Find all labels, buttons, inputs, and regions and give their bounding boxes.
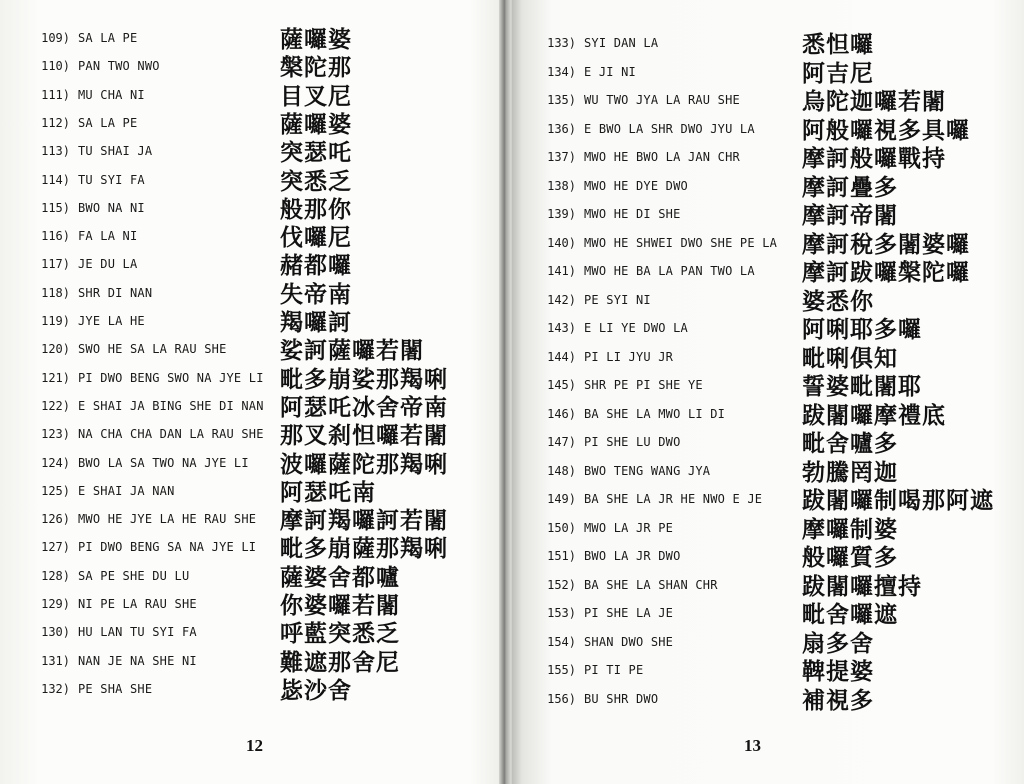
- line-number: 128): [41, 568, 70, 583]
- line-number: 134): [547, 64, 576, 79]
- romanized-text: HU LAN TU SYI FA: [78, 625, 197, 640]
- romanized-text: E BWO LA SHR DWO JYU LA: [584, 121, 755, 136]
- chinese-text: 毗多崩娑那羯唎: [280, 365, 448, 393]
- mantra-line: [28, 618, 498, 646]
- mantra-line: [28, 675, 498, 703]
- chinese-text: 失帝南: [280, 280, 352, 308]
- mantra-line: [28, 590, 498, 618]
- mantra-line: [534, 571, 1014, 599]
- line-number: 121): [41, 370, 70, 385]
- line-number: 122): [41, 398, 70, 413]
- line-number: 148): [547, 463, 576, 478]
- chinese-text: 薩囉婆: [280, 110, 352, 138]
- romanized-text: SA LA PE: [78, 31, 138, 45]
- chinese-text: 摩囉制婆: [802, 515, 898, 543]
- romanized-text: MWO HE BWO LA JAN CHR: [584, 150, 740, 164]
- chinese-text: 扇多舍: [802, 629, 874, 657]
- mantra-line: [534, 86, 1014, 114]
- romanized-text: BWO LA JR DWO: [584, 549, 681, 563]
- mantra-line: [534, 628, 1014, 656]
- line-number: 145): [547, 378, 576, 392]
- romanized-text: TU SHAI JA: [78, 144, 153, 159]
- line-number: 140): [547, 235, 576, 250]
- mantra-line: [534, 656, 1014, 684]
- chinese-text: 毗多崩薩那羯唎: [280, 535, 448, 563]
- line-number: 115): [41, 200, 70, 215]
- line-number: 127): [41, 540, 70, 555]
- romanized-text: PE SYI NI: [584, 292, 651, 307]
- chinese-text: 目叉尼: [280, 82, 352, 110]
- romanized-text: PI SHE LU DWO: [584, 435, 681, 449]
- line-number: 109): [41, 31, 70, 45]
- line-number: 124): [41, 455, 70, 470]
- line-number: 154): [547, 634, 576, 649]
- romanized-text: WU TWO JYA LA RAU SHE: [584, 93, 740, 107]
- mantra-line: [534, 400, 1014, 428]
- mantra-line: [28, 307, 498, 335]
- romanized-text: PI LI JYU JR: [584, 349, 674, 364]
- mantra-line: [28, 137, 498, 165]
- chinese-text: 毖沙舍: [280, 676, 352, 704]
- romanized-text: SA PE SHE DU LU: [78, 568, 190, 583]
- chinese-text: 突瑟吒: [280, 139, 352, 167]
- line-number: 132): [41, 681, 70, 696]
- chinese-text: 薩囉婆: [280, 26, 352, 53]
- chinese-text: 呼藍突悉乏: [280, 620, 400, 648]
- chinese-text: 烏陀迦囉若闍: [802, 88, 946, 115]
- romanized-text: NA CHA CHA DAN LA RAU SHE: [78, 427, 264, 442]
- mantra-line: [28, 166, 498, 194]
- chinese-text: 勃騰罔迦: [802, 458, 898, 486]
- line-number: 136): [547, 121, 576, 136]
- mantra-line: [28, 364, 498, 392]
- romanized-text: E JI NI: [584, 64, 636, 79]
- mantra-line: [534, 200, 1014, 228]
- romanized-text: PI DWO BENG SA NA JYE LI: [78, 540, 257, 555]
- chinese-text: 阿吉尼: [802, 59, 874, 87]
- mantra-line: [534, 685, 1014, 713]
- chinese-text: 那叉刹怛囉若闍: [280, 422, 448, 450]
- line-number: 135): [547, 93, 576, 107]
- mantra-line: [28, 647, 498, 675]
- line-number: 110): [41, 59, 70, 74]
- line-number: 131): [41, 653, 70, 668]
- romanized-text: SYI DAN LA: [584, 36, 659, 50]
- line-number: 153): [547, 606, 576, 620]
- line-number: 147): [547, 435, 576, 449]
- mantra-line: [28, 449, 498, 477]
- line-number: 119): [41, 314, 70, 328]
- romanized-text: MWO LA JR PE: [584, 520, 674, 535]
- romanized-text: MWO HE DI SHE: [584, 207, 681, 221]
- chinese-text: 赭都囉: [280, 252, 352, 280]
- romanized-text: FA LA NI: [78, 229, 138, 244]
- line-number: 143): [547, 321, 576, 335]
- chinese-text: 薩婆舍都嚧: [280, 563, 400, 591]
- chinese-text: 突悉乏: [280, 167, 352, 195]
- chinese-text: 毗唎俱知: [802, 344, 898, 372]
- mantra-line: [534, 229, 1014, 257]
- chinese-text: 阿瑟吒南: [280, 478, 376, 506]
- romanized-text: JE DU LA: [78, 257, 138, 272]
- line-number: 114): [41, 172, 70, 187]
- chinese-text: 般囉質多: [802, 544, 898, 571]
- chinese-text: 摩訶跋囉槃陀囉: [802, 259, 970, 286]
- romanized-text: BA SHE LA JR HE NWO E JE: [584, 492, 763, 506]
- chinese-text: 鞞提婆: [802, 658, 874, 685]
- mantra-line: [534, 485, 1014, 513]
- line-number: 150): [547, 520, 576, 535]
- mantra-line: [28, 222, 498, 250]
- romanized-text: MWO HE BA LA PAN TWO LA: [584, 264, 755, 278]
- line-number: 138): [547, 178, 576, 193]
- mantra-line: [534, 58, 1014, 86]
- romanized-text: MWO HE JYE LA HE RAU SHE: [78, 512, 257, 527]
- mantra-line: [534, 257, 1014, 285]
- mantra-line: [534, 143, 1014, 171]
- mantra-line: [28, 477, 498, 505]
- romanized-text: BU SHR DWO: [584, 691, 659, 706]
- mantra-line: [534, 457, 1014, 485]
- romanized-text: MU CHA NI: [78, 87, 145, 102]
- romanized-text: SHR PE PI SHE YE: [584, 378, 703, 392]
- line-number: 130): [41, 625, 70, 640]
- romanized-text: MWO HE DYE DWO: [584, 178, 688, 193]
- mantra-line: [534, 542, 1014, 570]
- romanized-text: PI DWO BENG SWO NA JYE LI: [78, 370, 264, 385]
- mantra-line: [28, 279, 498, 307]
- romanized-text: E LI YE DWO LA: [584, 321, 688, 335]
- romanized-text: TU SYI FA: [78, 172, 145, 187]
- mantra-line: [534, 172, 1014, 200]
- romanized-text: PI TI PE: [584, 663, 644, 677]
- chinese-text: 你婆囉若闍: [280, 592, 400, 619]
- line-number: 152): [547, 577, 576, 592]
- romanized-text: JYE LA HE: [78, 314, 145, 328]
- line-number: 141): [547, 264, 576, 278]
- chinese-text: 摩訶稅多闍婆囉: [802, 230, 970, 258]
- mantra-line: [28, 335, 498, 363]
- mantra-line: [28, 533, 498, 561]
- chinese-text: 悉怛囉: [802, 31, 874, 58]
- book-gutter: [499, 0, 511, 784]
- chinese-text: 娑訶薩囉若闍: [280, 337, 424, 365]
- mantra-line: [534, 286, 1014, 314]
- line-number: 111): [41, 87, 70, 102]
- line-number: 155): [547, 663, 576, 677]
- line-number: 125): [41, 483, 70, 498]
- chinese-text: 補視多: [802, 686, 874, 714]
- page-number: 13: [744, 736, 761, 755]
- romanized-text: SHAN DWO SHE: [584, 634, 674, 649]
- mantra-line: [534, 343, 1014, 371]
- line-number: 118): [41, 285, 70, 300]
- line-number: 151): [547, 549, 576, 563]
- mantra-line: [28, 392, 498, 420]
- romanized-text: SWO HE SA LA RAU SHE: [78, 342, 227, 357]
- chinese-text: 阿瑟吒冰舍帝南: [280, 393, 448, 421]
- mantra-line: [28, 52, 498, 80]
- romanized-text: BA SHE LA MWO LI DI: [584, 406, 726, 421]
- line-number: 144): [547, 349, 576, 364]
- chinese-text: 跋闍囉制喝那阿遮: [802, 487, 994, 514]
- romanized-text: BWO LA SA TWO NA JYE LI: [78, 455, 249, 470]
- mantra-line: [534, 115, 1014, 143]
- mantra-line: [534, 29, 1014, 57]
- mantra-line: [28, 24, 498, 52]
- mantra-line: [28, 420, 498, 448]
- mantra-line: [534, 371, 1014, 399]
- page-number: 12: [246, 736, 263, 755]
- chinese-text: 毗舍囉遮: [802, 601, 898, 628]
- chinese-text: 摩訶般囉戰持: [802, 145, 946, 172]
- romanized-text: BWO NA NI: [78, 200, 145, 215]
- chinese-text: 難遮那舍尼: [280, 648, 400, 676]
- mantra-line: [28, 505, 498, 533]
- line-number: 123): [41, 427, 70, 442]
- mantra-line: [28, 194, 498, 222]
- romanized-text: NI PE LA RAU SHE: [78, 597, 197, 611]
- chinese-text: 毗舍嚧多: [802, 430, 898, 457]
- romanized-text: PAN TWO NWO: [78, 59, 160, 74]
- line-number: 117): [41, 257, 70, 272]
- line-number: 156): [547, 691, 576, 706]
- line-number: 142): [547, 292, 576, 307]
- mantra-line: [534, 599, 1014, 627]
- romanized-text: SA LA PE: [78, 115, 138, 130]
- line-number: 137): [547, 150, 576, 164]
- mantra-line: [28, 81, 498, 109]
- romanized-text: PE SHA SHE: [78, 681, 153, 696]
- chinese-text: 般那你: [280, 195, 352, 223]
- chinese-text: 波囉薩陀那羯唎: [280, 450, 448, 478]
- chinese-text: 摩訶羯囉訶若闍: [280, 507, 448, 535]
- romanized-text: SHR DI NAN: [78, 285, 153, 300]
- romanized-text: MWO HE SHWEI DWO SHE PE LA: [584, 235, 778, 250]
- chinese-text: 誓婆毗闍耶: [802, 373, 922, 400]
- line-number: 126): [41, 512, 70, 527]
- chinese-text: 阿唎耶多囉: [802, 316, 922, 343]
- chinese-text: 跋闍囉擅持: [802, 572, 922, 600]
- romanized-text: E SHAI JA NAN: [78, 483, 175, 498]
- line-number: 139): [547, 207, 576, 221]
- line-number: 129): [41, 597, 70, 611]
- chinese-text: 伐囉尼: [280, 224, 352, 252]
- romanized-text: PI SHE LA JE: [584, 606, 674, 620]
- romanized-text: E SHAI JA BING SHE DI NAN: [78, 398, 264, 413]
- chinese-text: 婆悉你: [802, 287, 874, 315]
- mantra-line: [534, 314, 1014, 342]
- chinese-text: 羯囉訶: [280, 309, 352, 336]
- mantra-line: [28, 562, 498, 590]
- line-number: 112): [41, 115, 70, 130]
- romanized-text: BWO TENG WANG JYA: [584, 463, 711, 478]
- chinese-text: 摩訶帝闍: [802, 202, 898, 229]
- chinese-text: 跋闍囉摩禮底: [802, 401, 946, 429]
- line-number: 149): [547, 492, 576, 506]
- mantra-line: [534, 428, 1014, 456]
- line-number: 120): [41, 342, 70, 357]
- romanized-text: NAN JE NA SHE NI: [78, 653, 197, 668]
- romanized-text: BA SHE LA SHAN CHR: [584, 577, 718, 592]
- mantra-line: [28, 109, 498, 137]
- mantra-line: [534, 514, 1014, 542]
- chinese-text: 槃陀那: [280, 54, 352, 82]
- mantra-line: [28, 250, 498, 278]
- line-number: 146): [547, 406, 576, 421]
- chinese-text: 阿般囉視多具囉: [802, 116, 970, 144]
- line-number: 133): [547, 36, 576, 50]
- chinese-text: 摩訶疊多: [802, 173, 898, 201]
- line-number: 113): [41, 144, 70, 159]
- line-number: 116): [41, 229, 70, 244]
- right-page: [512, 0, 1024, 784]
